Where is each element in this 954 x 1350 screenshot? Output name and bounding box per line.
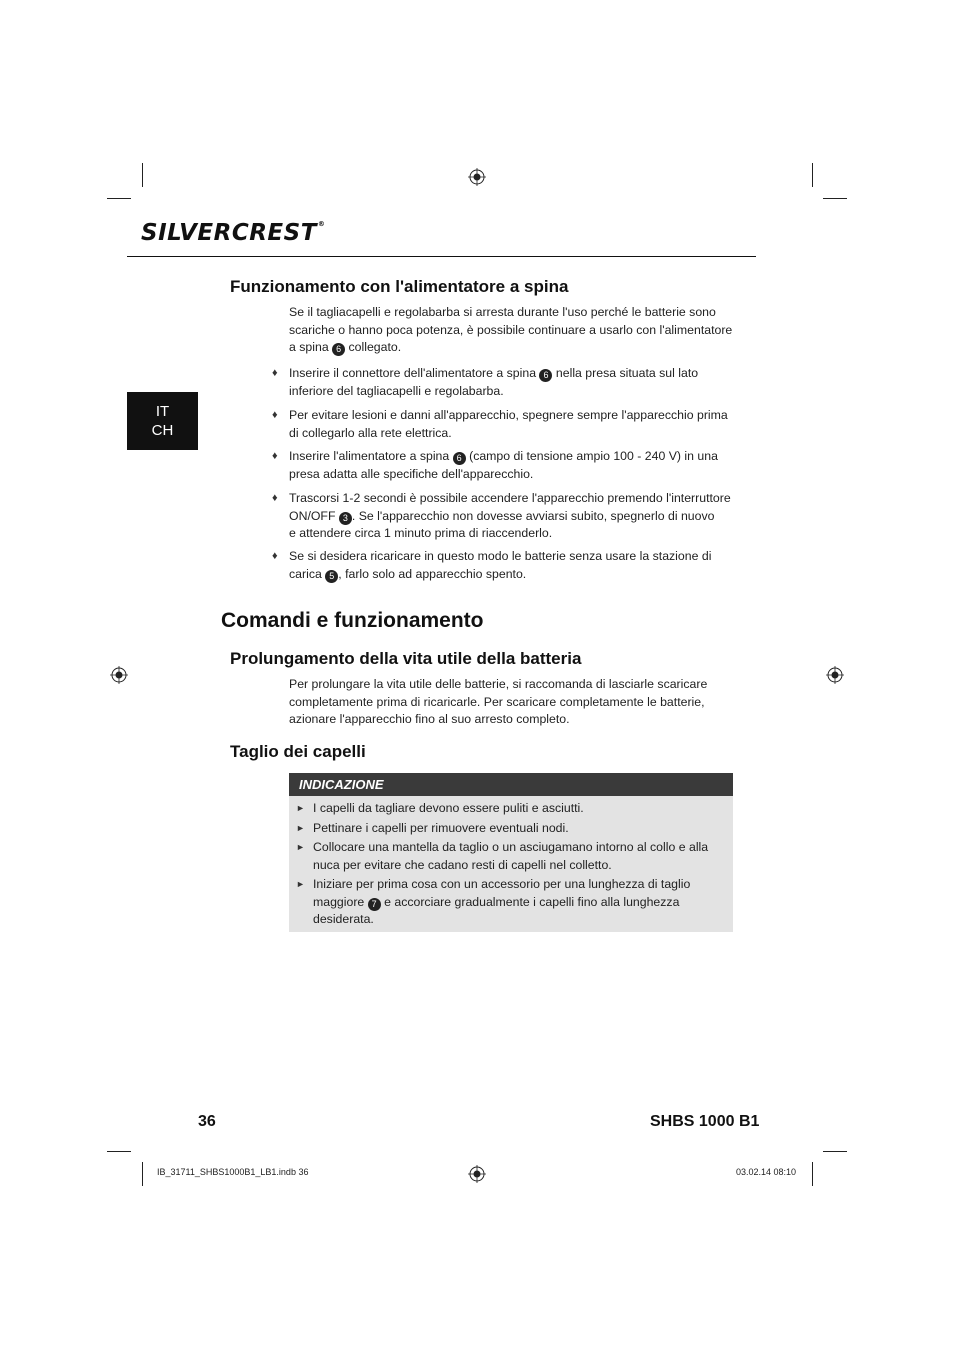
crop-mark xyxy=(823,1151,847,1152)
list-item: Se si desidera ricaricare in questo modo le batterie senza usare la stazione di carica 5 , farlo solo ad apparecchio spento. xyxy=(289,549,712,581)
registered-mark: ® xyxy=(317,220,326,228)
note-title: INDICAZIONE xyxy=(289,773,733,796)
crop-mark xyxy=(107,198,131,199)
language-code-it: IT xyxy=(155,403,170,420)
logo-text: SILVERCREST xyxy=(141,220,317,246)
print-slug-date: 03.02.14 08:10 xyxy=(736,1167,797,1177)
registration-mark-icon xyxy=(468,168,486,186)
arrow-bullet-icon: ► xyxy=(296,842,305,852)
note-item: Pettinare i capelli per rimuovere eventuali nodi. xyxy=(313,821,569,835)
model-name: SHBS 1000 B1 xyxy=(650,1113,760,1130)
page-number: 36 xyxy=(198,1113,216,1130)
registration-mark-icon xyxy=(110,666,128,684)
chapter-title: Comandi e funzionamento xyxy=(221,609,484,632)
section-title: Taglio dei capelli xyxy=(230,742,366,761)
registration-mark-icon xyxy=(826,666,844,684)
part-number-badge: 5 xyxy=(325,570,338,583)
crop-mark xyxy=(107,1151,131,1152)
arrow-bullet-icon: ► xyxy=(296,879,305,889)
list-item: Per evitare lesioni e danni all'apparecchio, spegnere sempre l'apparecchio prima di collegarlo alla rete elettrica. xyxy=(289,408,728,440)
note-item: Collocare una mantella da taglio o un asciugamano intorno al collo e alla nuca per evitare che cadano resti di capelli nel colletto. xyxy=(313,840,709,872)
header-rule xyxy=(127,256,756,257)
diamond-bullet-icon: ♦ xyxy=(272,450,278,462)
brand-logo xyxy=(141,220,325,246)
section-paragraph: Per prolungare la vita utile delle batterie, si raccomanda di lasciarle scaricare completamente prima di ricaricarle. Per scaricare completamente le batterie, azionare l'apparecchio fino al suo arresto completo. xyxy=(289,677,708,726)
language-tab xyxy=(127,392,198,450)
diamond-bullet-icon: ♦ xyxy=(272,367,278,379)
section-title: Funzionamento con l'alimentatore a spina xyxy=(230,277,569,296)
crop-mark xyxy=(823,198,847,199)
language-code-ch: CH xyxy=(151,422,174,439)
print-slug-file: IB_31711_SHBS1000B1_LB1.indb 36 xyxy=(157,1167,309,1177)
list-item: Inserire il connettore dell'alimentatore a spina 6 nella presa situata sul lato inferiore del tagliacapelli e regolabarba. xyxy=(289,366,699,398)
crop-mark xyxy=(142,1162,143,1186)
crop-mark xyxy=(142,163,143,187)
diamond-bullet-icon: ♦ xyxy=(272,409,278,421)
arrow-bullet-icon: ► xyxy=(296,803,305,813)
section-title: Prolungamento della vita utile della batteria xyxy=(230,649,582,668)
part-number-badge: 6 xyxy=(539,369,552,382)
registration-mark-icon xyxy=(468,1165,486,1183)
part-number-badge: 6 xyxy=(332,343,345,356)
part-number-badge: 6 xyxy=(453,452,466,465)
note-item: I capelli da tagliare devono essere puliti e asciutti. xyxy=(313,801,584,815)
part-number-badge: 3 xyxy=(339,512,352,525)
list-item: Trascorsi 1-2 secondi è possibile accendere l'apparecchio premendo l'interruttore ON/OFF 3 . Se l'apparecchio non dovesse avviarsi subito, spegnerlo di nuovo e attendere circa 1 minuto prima di riaccenderlo. xyxy=(289,491,731,540)
diamond-bullet-icon: ♦ xyxy=(272,492,278,504)
list-item: Inserire l'alimentatore a spina 6 (campo di tensione ampio 100 - 240 V) in una presa adatta alle specifiche dell'apparecchio. xyxy=(289,449,718,481)
crop-mark xyxy=(812,163,813,187)
diamond-bullet-icon: ♦ xyxy=(272,550,278,562)
section-paragraph: Se il tagliacapelli e regolabarba si arresta durante l'uso perché le batterie sono scariche o hanno poca potenza, è possibile continuare a usarlo con l'alimentatore a spina 6 collegato. xyxy=(289,305,733,354)
crop-mark xyxy=(812,1162,813,1186)
note-item: Iniziare per prima cosa con un accessorio per una lunghezza di taglio maggiore 7 e accorciare gradualmente i capelli fino alla lunghezza desiderata. xyxy=(313,877,691,926)
part-number-badge: 7 xyxy=(368,898,381,911)
arrow-bullet-icon: ► xyxy=(296,823,305,833)
